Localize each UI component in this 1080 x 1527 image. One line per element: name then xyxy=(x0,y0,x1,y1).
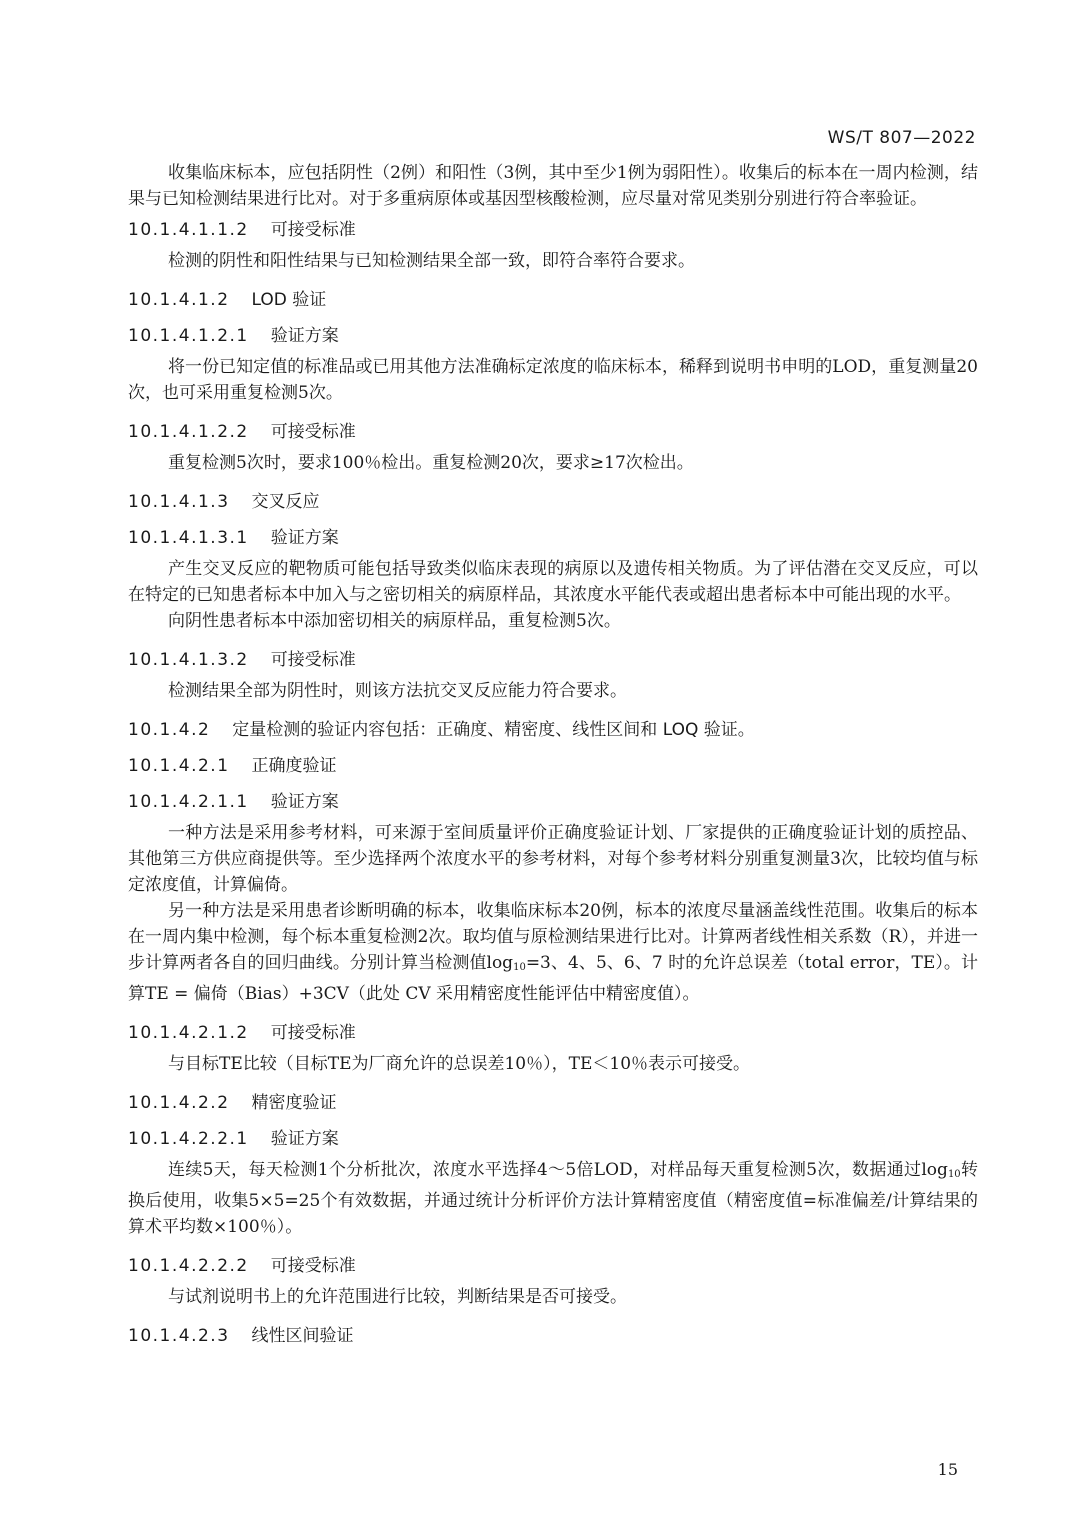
paragraph: 检测的阴性和阳性结果与已知检测结果全部一致，即符合率符合要求。 xyxy=(168,251,695,271)
section-title: 可接受标准 xyxy=(270,422,356,442)
section-title: 精密度验证 xyxy=(251,1093,337,1113)
section-number: 10.1.4.1.2.1 xyxy=(128,326,249,346)
text-run: 另一种方法是采用患者诊断明确的标本，收集临床标本20例，标本的浓度尽量涵盖线性范围。收集后的标本在一周内集中检测，每个标本重复检测2次。取均值与原检测结果进行比对。计算两者线性相关系数（R），并进一步计算两者各自的回归曲线。分别计算当检测值log xyxy=(128,901,978,973)
section-number: 10.1.4.2.1.2 xyxy=(128,1023,249,1043)
section-title: 验证方案 xyxy=(270,1129,339,1149)
paragraph: 检测结果全部为阴性时，则该方法抗交叉反应能力符合要求。 xyxy=(168,681,627,701)
section-number: 10.1.4.2.2 xyxy=(128,1093,230,1113)
section-number: 10.1.4.1.3.1 xyxy=(128,528,249,548)
section-title: 验证方案 xyxy=(270,792,339,812)
section-heading xyxy=(128,1318,978,1354)
section-title: 验证方案 xyxy=(270,528,339,548)
paragraph: 与试剂说明书上的允许范围进行比较，判断结果是否可接受。 xyxy=(168,1287,627,1307)
section-heading xyxy=(128,1015,978,1051)
section-number: 10.1.4.2.1 xyxy=(128,756,230,776)
paragraph: 向阴性患者标本中添加密切相关的病原样品，重复检测5次。 xyxy=(168,611,621,631)
section-number: 10.1.4.1.3 xyxy=(128,492,230,512)
section-number: 10.1.4.2.1.1 xyxy=(128,792,249,812)
section-title: 可接受标准 xyxy=(270,1023,356,1043)
paragraph xyxy=(128,898,978,1007)
section-heading xyxy=(128,1248,978,1284)
text-run: 转换后使用，收集5×5=25个有效数据，并通过统计分析评价方法计算精密度值（精密度值=标准偏差/计算结果的算术平均数×100％）。 xyxy=(128,1160,978,1237)
section-number: 10.1.4.2 xyxy=(128,720,211,740)
subscript: 10 xyxy=(947,1169,961,1180)
section-title: 定量检测的验证内容包括：正确度、精密度、线性区间和 LOQ 验证。 xyxy=(232,720,755,740)
section-title: 可接受标准 xyxy=(270,220,356,240)
section-heading xyxy=(128,642,978,678)
subscript: 10 xyxy=(513,962,526,973)
section-number: 10.1.4.2.3 xyxy=(128,1326,230,1346)
section-heading xyxy=(128,318,978,354)
paragraph: 将一份已知定值的标准品或已用其他方法准确标定浓度的临床标本，稀释到说明书申明的LOD，重复测量20次，也可采用重复检测5次。 xyxy=(128,357,978,403)
section-heading xyxy=(128,212,978,248)
section-title: 正确度验证 xyxy=(251,756,337,776)
document-body xyxy=(128,160,978,1354)
paragraph: 重复检测5次时，要求100％检出。重复检测20次，要求≥17次检出。 xyxy=(168,453,694,473)
section-number: 10.1.4.2.2.1 xyxy=(128,1129,249,1149)
section-heading xyxy=(128,748,978,784)
section-number: 10.1.4.1.2.2 xyxy=(128,422,249,442)
document-id: WS/T 807—2022 xyxy=(827,128,976,148)
section-title: 线性区间验证 xyxy=(251,1326,354,1346)
paragraph: 一种方法是采用参考材料，可来源于室间质量评价正确度验证计划、厂家提供的正确度验证计划的质控品、其他第三方供应商提供等。至少选择两个浓度水平的参考材料，对每个参考材料分别重复测量3次，比较均值与标定浓度值，计算偏倚。 xyxy=(128,823,978,895)
section-number: 10.1.4.1.3.2 xyxy=(128,650,249,670)
section-heading xyxy=(128,282,978,318)
section-heading xyxy=(128,414,978,450)
section-title: 验证方案 xyxy=(270,326,339,346)
section-title: LOD 验证 xyxy=(251,290,327,310)
paragraph xyxy=(128,1157,978,1240)
paragraph-sample-collection: 收集临床标本，应包括阴性（2例）和阳性（3例，其中至少1例为弱阳性）。收集后的标本在一周内检测，结果与已知检测结果进行比对。对于多重病原体或基因型核酸检测，应尽量对常见类别分别进行符合率验证。 xyxy=(128,163,978,209)
section-title: 交叉反应 xyxy=(251,492,320,512)
section-number: 10.1.4.2.2.2 xyxy=(128,1256,249,1276)
section-number: 10.1.4.1.1.2 xyxy=(128,220,249,240)
paragraph: 产生交叉反应的靶物质可能包括导致类似临床表现的病原以及遗传相关物质。为了评估潜在交叉反应，可以在特定的已知患者标本中加入与之密切相关的病原样品，其浓度水平能代表或超出患者标本中可能出现的水平。 xyxy=(128,559,978,605)
section-heading xyxy=(128,1121,978,1157)
section-heading xyxy=(128,520,978,556)
section-heading xyxy=(128,784,978,820)
section-number: 10.1.4.1.2 xyxy=(128,290,230,310)
text-run: 连续5天，每天检测1个分析批次，浓度水平选择4～5倍LOD，对样品每天重复检测5次，数据通过log xyxy=(168,1160,948,1180)
text-run: =3、4、5、6、7 时的允许总误差（total error，TE）。计算TE = 偏倚（Bias）+3CV（此处 CV 采用精密度性能评估中精密度值）。 xyxy=(128,953,978,1004)
page-number: 15 xyxy=(937,1460,958,1479)
section-heading xyxy=(128,712,978,748)
section-heading xyxy=(128,1085,978,1121)
section-heading xyxy=(128,484,978,520)
section-title: 可接受标准 xyxy=(270,650,356,670)
paragraph: 与目标TE比较（目标TE为厂商允许的总误差10％），TE＜10％表示可接受。 xyxy=(168,1054,751,1074)
section-title: 可接受标准 xyxy=(270,1256,356,1276)
